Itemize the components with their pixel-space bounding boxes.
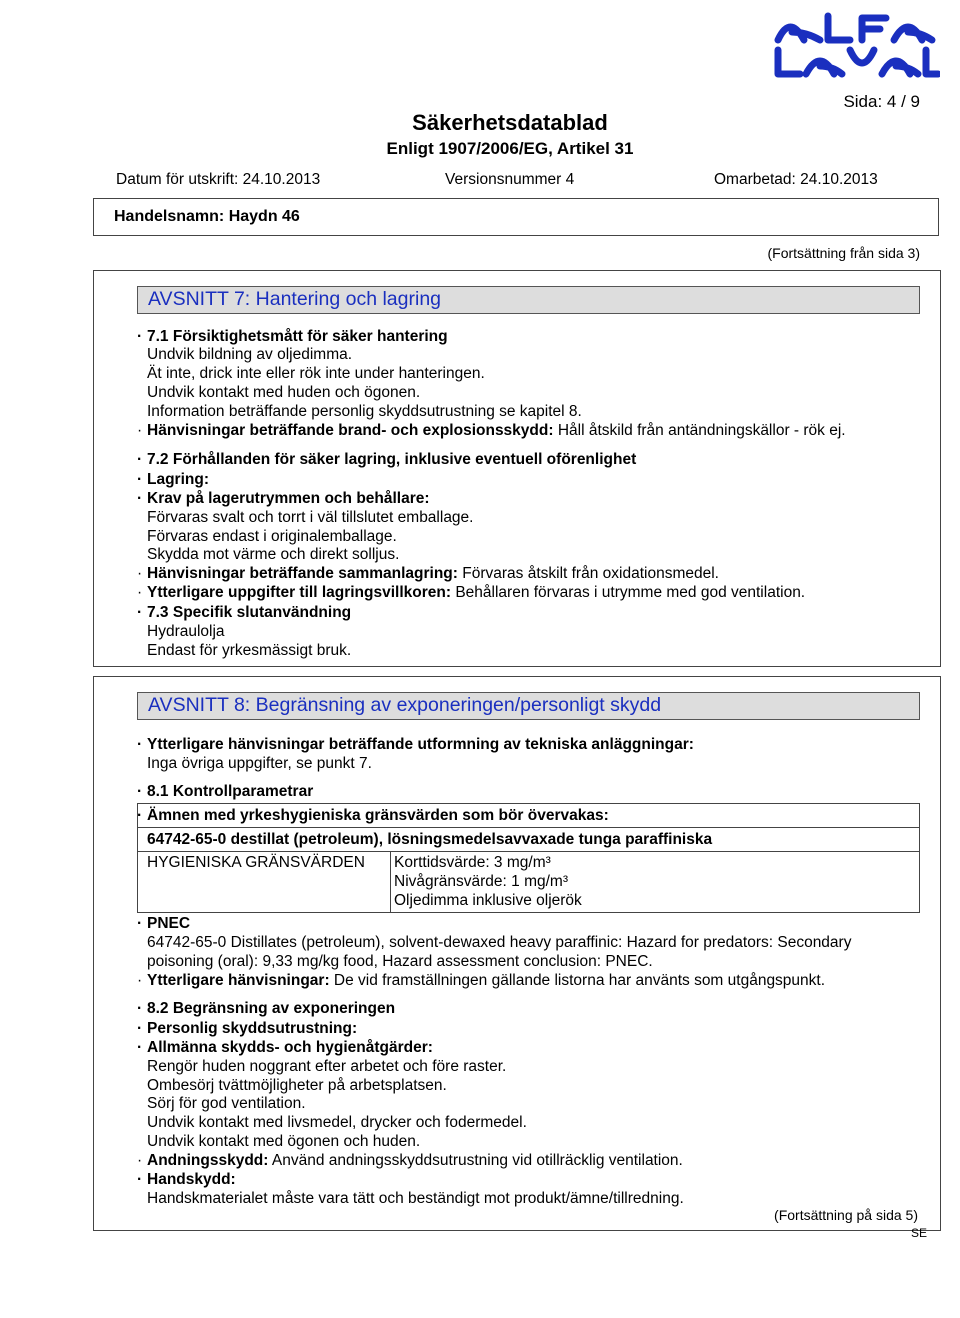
limits-row-divider: [390, 851, 391, 913]
hand-protection-label: · Handskydd:: [137, 1171, 236, 1188]
hygiene-line: Undvik kontakt med ögonen och huden.: [147, 1133, 421, 1150]
technical-measures-label: · Ytterligare hänvisningar beträffande utformning av tekniska anläggningar:: [137, 736, 694, 753]
page-number: Sida: 4 / 9: [843, 92, 920, 111]
document-subtitle: Enligt 1907/2006/EG, Artikel 31: [386, 139, 634, 158]
respiratory-protection: · Andningsskydd: Använd andningsskyddsutrustning vid otillräcklig ventilation.: [137, 1152, 683, 1169]
technical-measures-text: Inga övriga uppgifter, se punkt 7.: [147, 755, 372, 772]
further-notes: · Ytterligare hänvisningar: De vid framställningen gällande listorna har använts som utgångspunkt.: [137, 972, 826, 989]
joint-storage: · Hänvisningar beträffande sammanlagring: Förvaras åtskilt från oxidationsmedel.: [137, 565, 719, 582]
limit-value: Korttidsvärde: 3 mg/m³: [394, 854, 551, 871]
limit-type: HYGIENISKA GRÄNSVÄRDEN: [147, 854, 365, 871]
hygiene-line: Ombesörj tvättmöjligheter på arbetsplatsen.: [147, 1077, 447, 1094]
limit-value: Oljedimma inklusive oljerök: [394, 892, 582, 909]
fire-protection: · Hänvisningar beträffande brand- och explosionsskydd: Håll åtskild från antändningskällor - rök ej.: [137, 422, 846, 439]
s71-line: Ät inte, drick inte eller rök inte under hanteringen.: [147, 365, 485, 382]
revised-date: Omarbetad: 24.10.2013: [714, 171, 878, 188]
req-line: Förvaras svalt och torrt i väl tillslutet emballage.: [147, 509, 474, 526]
storage-label: · Lagring:: [137, 471, 209, 488]
pnec-line: poisoning (oral): 9,33 mg/kg food, Hazard assessment conclusion: PNEC.: [147, 953, 653, 970]
limit-value: Nivågränsvärde: 1 mg/m³: [394, 873, 569, 890]
hygiene-line: Undvik kontakt med livsmedel, drycker och fodermedel.: [147, 1114, 527, 1131]
hygiene-line: Sörj för god ventilation.: [147, 1095, 306, 1112]
s73-line: Hydraulolja: [147, 623, 225, 640]
s72-title: · 7.2 Förhållanden för säker lagring, inklusive eventuell oförenlighet: [137, 451, 637, 468]
req-line: Skydda mot värme och direkt solljus.: [147, 546, 400, 563]
continued-from: (Fortsättning från sida 3): [767, 245, 920, 261]
pnec-label: · PNEC: [137, 915, 191, 932]
section-7-heading: AVSNITT 7: Hantering och lagring: [137, 286, 920, 314]
s82-title: · 8.2 Begränsning av exponeringen: [137, 1000, 396, 1017]
req-line: Förvaras endast i originalemballage.: [147, 528, 397, 545]
storage-requirements-label: · Krav på lagerutrymmen och behållare:: [137, 490, 430, 507]
ppe-label: · Personlig skyddsutrustning:: [137, 1020, 358, 1037]
substance-name: 64742-65-0 destillat (petroleum), lösningsmedelsavvaxade tunga paraffiniska: [147, 831, 713, 848]
hygiene-line: Rengör huden noggrant efter arbetet och före raster.: [147, 1058, 507, 1075]
s73-line: Endast för yrkesmässigt bruk.: [147, 642, 352, 659]
document-title: Säkerhetsdatablad: [412, 110, 608, 135]
s71-line: Undvik bildning av oljedimma.: [147, 346, 353, 363]
s73-title: · 7.3 Specifik slutanvändning: [137, 604, 352, 621]
s71-line: Undvik kontakt med huden och ögonen.: [147, 384, 421, 401]
trade-name: Handelsnamn: Haydn 46: [114, 208, 300, 225]
monitor-label: · Ämnen med yrkeshygieniska gränsvärden som bör övervakas:: [137, 807, 609, 824]
further-storage-info: · Ytterligare uppgifter till lagringsvillkoren: Behållaren förvaras i utrymme med god ventilation.: [137, 584, 806, 601]
hygiene-label: · Allmänna skydds- och hygienåtgärder:: [137, 1039, 433, 1056]
print-date: Datum för utskrift: 24.10.2013: [116, 171, 321, 188]
s71-title: · 7.1 Försiktighetsmått för säker hantering: [137, 328, 448, 345]
table-divider: [137, 827, 920, 828]
hand-protection-text: Handskmaterialet måste vara tätt och beständigt mot produkt/ämne/tillredning.: [147, 1190, 684, 1207]
language-code: SE: [911, 1226, 928, 1240]
alfa-laval-logo: [770, 6, 940, 82]
continued-on: (Fortsättning på sida 5): [774, 1207, 918, 1223]
section-8-heading: AVSNITT 8: Begränsning av exponeringen/personligt skydd: [137, 692, 920, 720]
pnec-line: 64742-65-0 Distillates (petroleum), solvent-dewaxed heavy paraffinic: Hazard for predators: Secondary: [147, 934, 852, 951]
version-number: Versionsnummer 4: [445, 171, 575, 188]
s71-line: Information beträffande personlig skyddsutrustning se kapitel 8.: [147, 403, 582, 420]
s81-title: · 8.1 Kontrollparametrar: [137, 783, 314, 800]
